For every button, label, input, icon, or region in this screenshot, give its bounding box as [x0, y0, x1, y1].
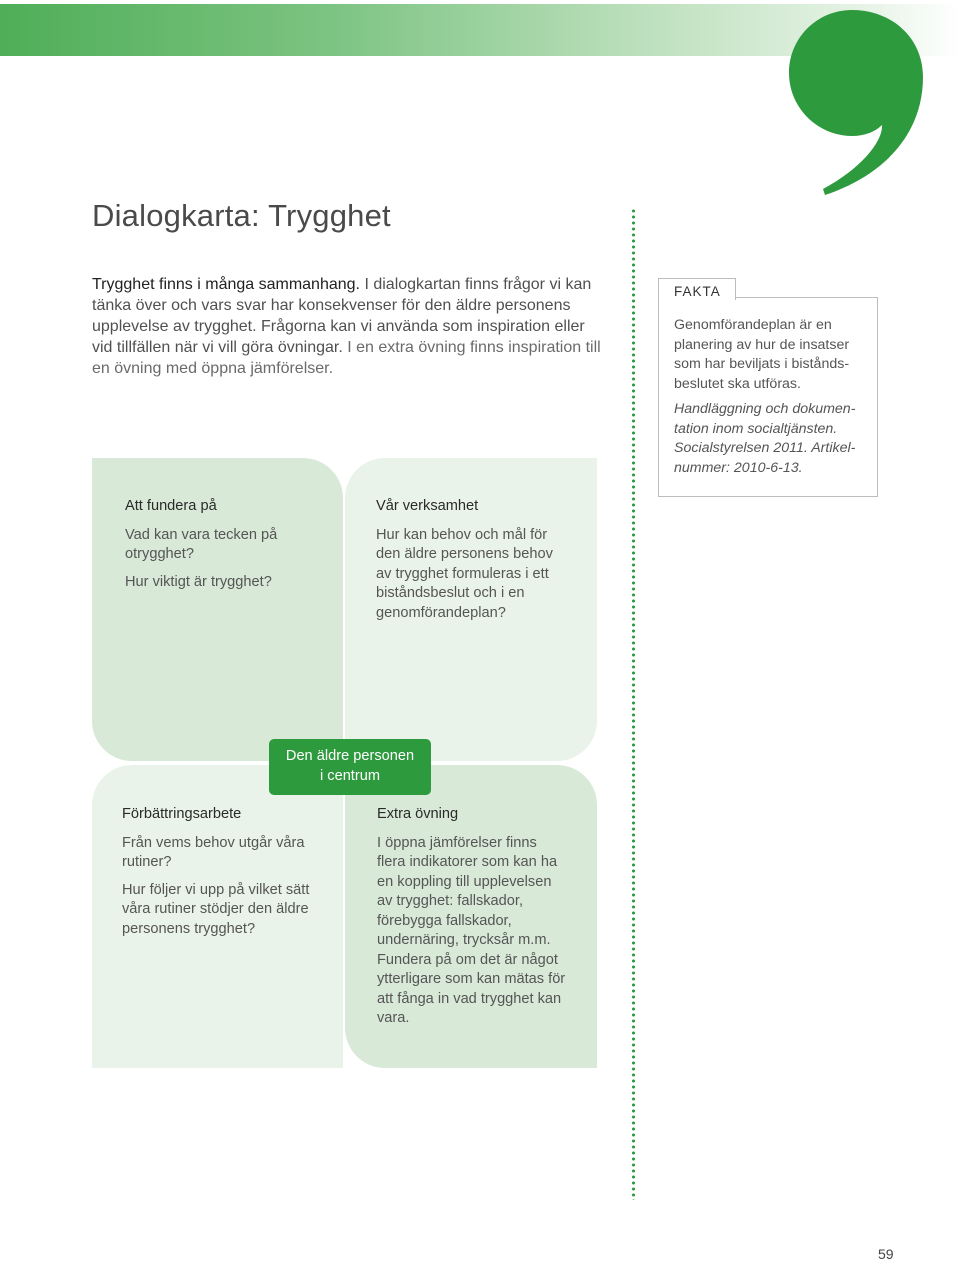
- fakta-content: [674, 316, 870, 478]
- quadrant-heading: Att fundera på: [125, 498, 217, 514]
- quadrant-question: Hur viktigt är trygghet?: [125, 573, 272, 590]
- center-badge-line: Den äldre personen: [285, 748, 415, 764]
- fakta-reference: Handläggning och dokumentation inom socialtjänsten. Socialstyrelsen 2011. Artikelnummer: 2010-6-13.: [674, 401, 856, 476]
- quadrant-text-extra-ovning: [377, 805, 567, 1037]
- fakta-body: Genomförandeplan är en planering av hur de insatser som har beviljats i biståndsbeslutet ska utföras.: [674, 317, 850, 392]
- page-number: 59: [878, 1246, 894, 1262]
- quadrant-heading: Förbättringsarbete: [122, 806, 242, 822]
- fakta-label: FAKTA: [658, 278, 736, 300]
- quadrant-text-att-fundera: [125, 497, 325, 600]
- intro-extra: I en extra övning finns inspiration till en övning med öppna jämförelser.: [92, 339, 601, 377]
- quadrant-heading: Vår verksamhet: [376, 498, 479, 514]
- quadrant-text-forbattringsarbete: [122, 805, 327, 947]
- page-title: Dialogkarta: Trygghet: [92, 198, 391, 233]
- center-badge: [269, 739, 431, 795]
- comma-quote-icon: [780, 5, 930, 200]
- quadrant-question: Hur följer vi upp på vilket sätt våra rutiner stödjer den äldre personens trygghet?: [122, 881, 310, 937]
- dotted-divider: [632, 208, 635, 1200]
- quadrant-question: Från vems behov utgår våra rutiner?: [122, 834, 305, 870]
- quadrant-question: I öppna jämförelser finns flera indikatorer som kan ha en koppling till upplevelsen av trygghet: fallskador, förebygga fallskador, undernäring, trycksår m.m. Fundera på om det är något ytterligare som kan mätas för att fånga in vad trygghet kan vara.: [377, 834, 566, 1026]
- intro-lead: Trygghet finns i många sammanhang.: [92, 276, 360, 293]
- quadrant-text-var-verksamhet: [376, 497, 571, 631]
- quadrant-question: Hur kan behov och mål för den äldre personens behov av trygghet formuleras i ett biståndsbeslut och i en genomförandeplan?: [376, 526, 553, 621]
- intro-paragraph: [92, 274, 602, 379]
- center-badge-line: i centrum: [319, 767, 380, 784]
- intro-body: I dialogkartan finns frågor vi kan tänka över och vars svar har konsekvenser för den äldre personens upplevelse av trygghet. Frågorna kan vi använda som inspiration eller vid tillfällen när vi vill göra övningar.: [92, 276, 592, 356]
- quadrant-question: Vad kan vara tecken på otrygghet?: [125, 526, 278, 562]
- quadrant-heading: Extra övning: [377, 806, 459, 822]
